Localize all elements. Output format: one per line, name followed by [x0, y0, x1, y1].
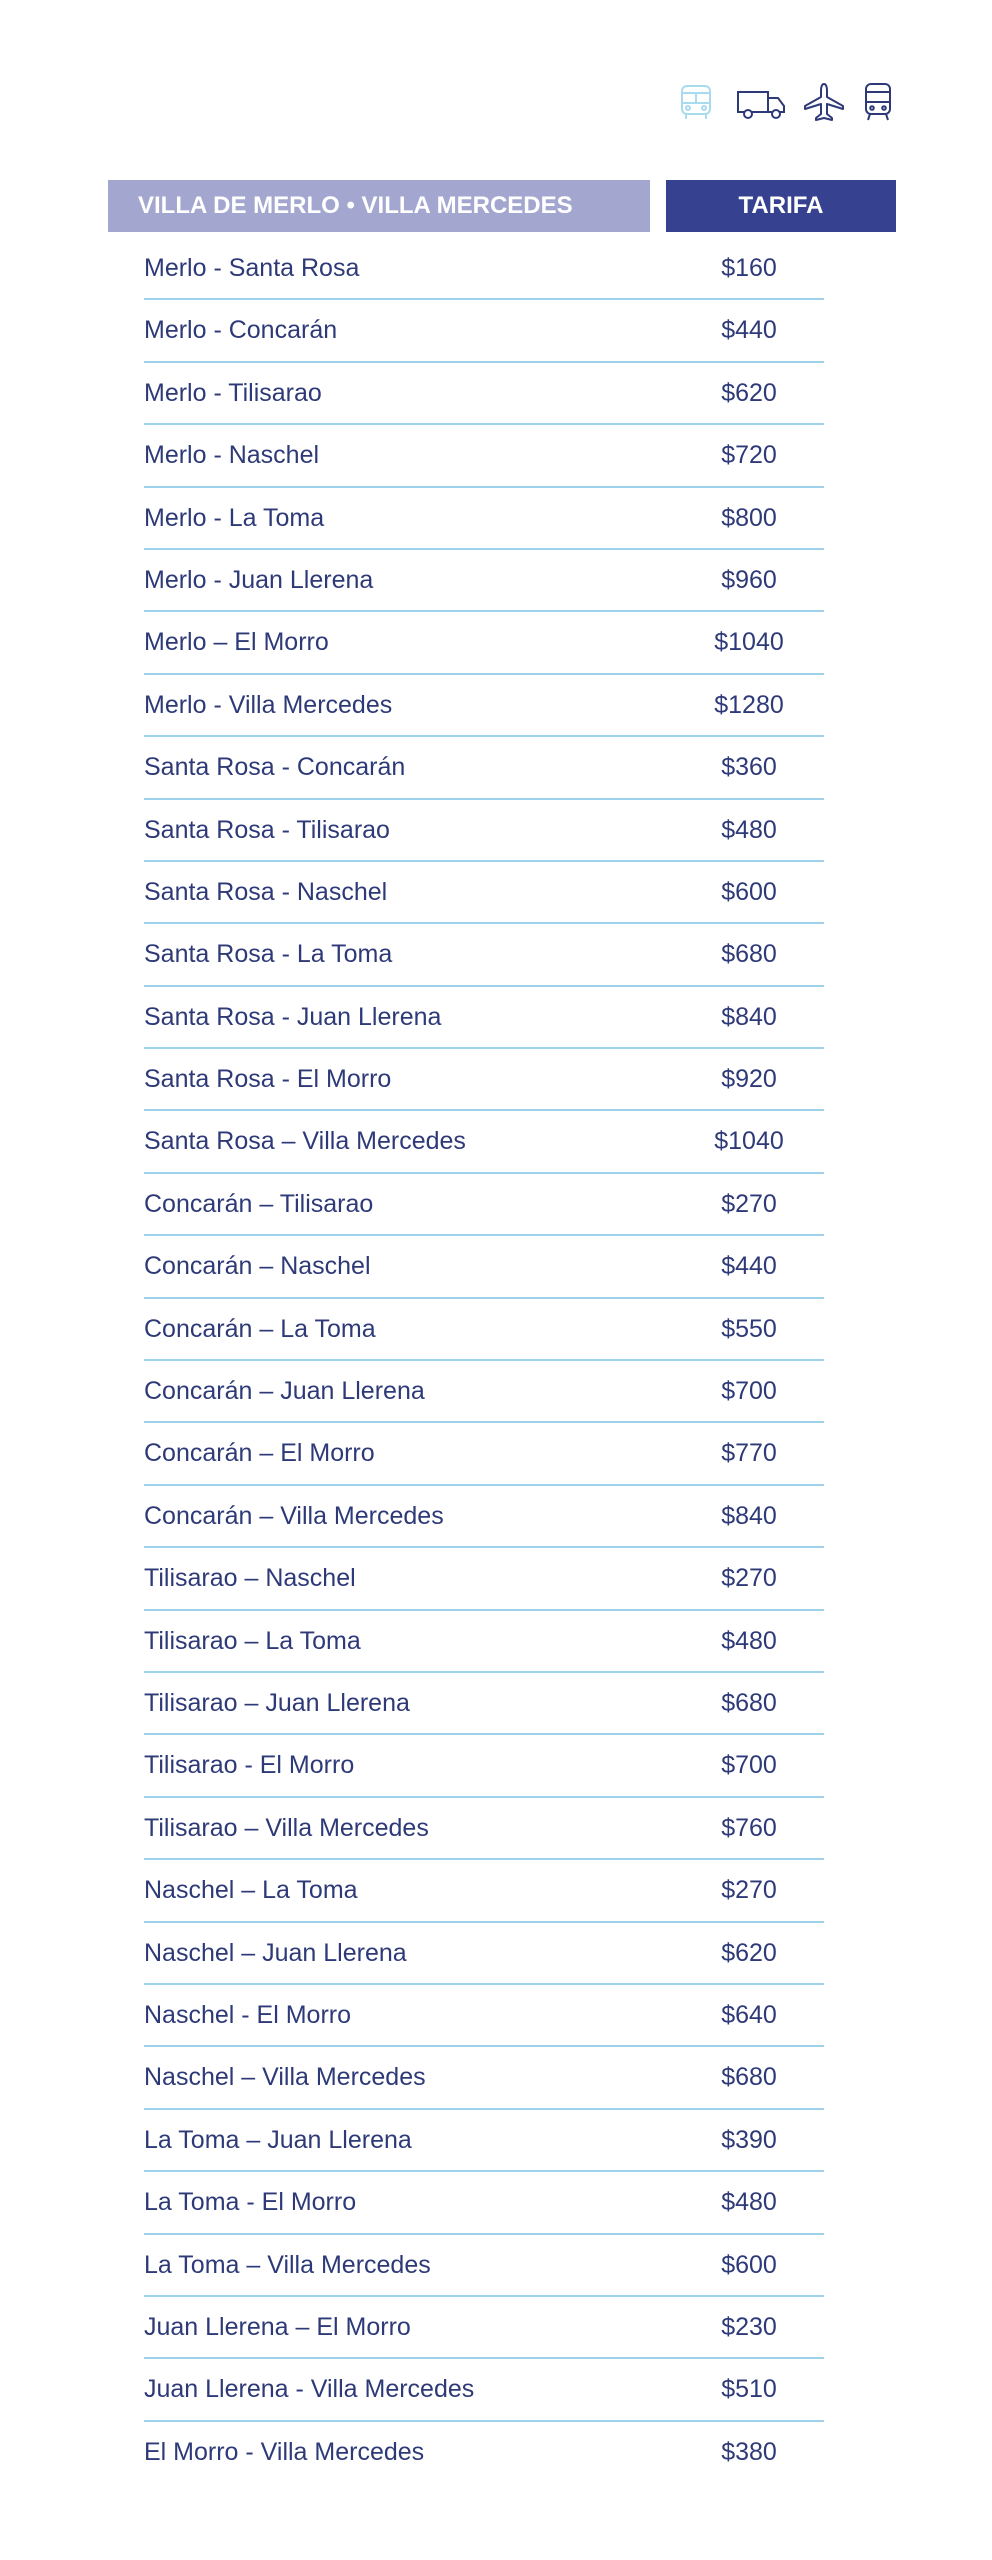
route-name: Merlo - Concarán: [144, 316, 338, 345]
route-name: Merlo - Villa Mercedes: [144, 690, 393, 719]
route-name: Juan Llerena - Villa Mercedes: [144, 2375, 475, 2404]
table-row: [144, 300, 824, 362]
fare-value: $680: [721, 940, 777, 969]
fare-value: $800: [721, 503, 777, 532]
table-row: [144, 1361, 824, 1423]
airplane-icon: [802, 82, 846, 122]
route-name: Merlo – El Morro: [144, 628, 329, 657]
fare-value: $480: [721, 1626, 777, 1655]
fare-value: $680: [721, 2063, 777, 2092]
route-name: Merlo - Juan Llerena: [144, 565, 374, 594]
route-name: Concarán – Juan Llerena: [144, 1377, 425, 1406]
fare-value: $640: [721, 2000, 777, 2029]
fare-value: $270: [721, 1564, 777, 1593]
table-row: [144, 862, 824, 924]
table-row: [144, 1486, 824, 1548]
table-row: [144, 2235, 824, 2297]
route-name: Naschel - El Morro: [144, 2000, 351, 2029]
fare-value: $550: [721, 1314, 777, 1343]
route-name: Tilisarao – Naschel: [144, 1564, 356, 1593]
route-name: Santa Rosa - Juan Llerena: [144, 1002, 442, 1031]
table-row: [144, 1611, 824, 1673]
route-name: Santa Rosa - Concarán: [144, 753, 406, 782]
fare-value: $700: [721, 1377, 777, 1406]
table-row: [144, 488, 824, 550]
table-row: [144, 675, 824, 737]
table-row: [144, 2110, 824, 2172]
table-row: [144, 1423, 824, 1485]
fare-value: $230: [721, 2312, 777, 2341]
fare-value: $1040: [714, 628, 784, 657]
route-name: Santa Rosa - Naschel: [144, 877, 388, 906]
fare-value: $160: [721, 254, 777, 282]
route-name: Santa Rosa - La Toma: [144, 940, 393, 969]
table-row: [144, 363, 824, 425]
route-name: Santa Rosa – Villa Mercedes: [144, 1127, 466, 1156]
truck-icon: [736, 82, 788, 122]
transport-icons: [676, 82, 896, 126]
route-name: Merlo - Naschel: [144, 441, 320, 470]
fare-value: $840: [721, 1501, 777, 1530]
table-row: [144, 612, 824, 674]
table-row: [144, 2297, 824, 2359]
fare-value: $480: [721, 815, 777, 844]
table-row: [144, 1860, 824, 1922]
route-name: Concarán – Tilisarao: [144, 1189, 374, 1218]
bus-icon: [676, 82, 716, 122]
route-name: Merlo - La Toma: [144, 503, 325, 532]
table-row: [144, 1174, 824, 1236]
route-name: Tilisarao – Juan Llerena: [144, 1688, 410, 1717]
route-name: Concarán – La Toma: [144, 1314, 376, 1343]
table-row: [144, 737, 824, 799]
route-name: Tilisarao – Villa Mercedes: [144, 1813, 429, 1842]
fare-value: $680: [721, 1688, 777, 1717]
fare-value: $480: [721, 2188, 777, 2217]
fare-value: $270: [721, 1876, 777, 1905]
table-row: [144, 1111, 824, 1173]
fare-value: $760: [721, 1813, 777, 1842]
table-row: [144, 2359, 824, 2421]
route-name: Santa Rosa - Tilisarao: [144, 815, 390, 844]
table-row: [144, 1985, 824, 2047]
table-row: [144, 987, 824, 1049]
fare-value: $840: [721, 1002, 777, 1031]
fare-value: $770: [721, 1439, 777, 1468]
table-row: [144, 1236, 824, 1298]
fare-value: $510: [721, 2375, 777, 2404]
table-row: [144, 924, 824, 986]
fare-column-header: TARIFA: [666, 180, 896, 232]
fare-value: $600: [721, 877, 777, 906]
route-name: El Morro - Villa Mercedes: [144, 2437, 425, 2466]
route-name: Naschel – Juan Llerena: [144, 1938, 407, 1967]
table-row: [144, 2172, 824, 2234]
table-row: [144, 800, 824, 862]
route-name: Merlo - Santa Rosa: [144, 254, 360, 282]
fare-value: $920: [721, 1065, 777, 1094]
fare-value: $620: [721, 1938, 777, 1967]
fare-value: $1040: [714, 1127, 784, 1156]
route-name: Tilisarao - El Morro: [144, 1751, 355, 1780]
route-name: Merlo - Tilisarao: [144, 378, 322, 407]
route-name: Tilisarao – La Toma: [144, 1626, 361, 1655]
table-row: [144, 238, 824, 300]
fare-value: $360: [721, 753, 777, 782]
table-row: [144, 550, 824, 612]
route-name: Concarán – Naschel: [144, 1252, 371, 1281]
fare-value: $390: [721, 2125, 777, 2154]
route-column-header: VILLA DE MERLO • VILLA MERCEDES: [108, 180, 650, 232]
table-row: [144, 2422, 824, 2484]
route-name: Concarán – El Morro: [144, 1439, 375, 1468]
table-row: [144, 1049, 824, 1111]
route-name: La Toma – Juan Llerena: [144, 2125, 412, 2154]
route-name: Naschel – Villa Mercedes: [144, 2063, 426, 2092]
fare-value: $440: [721, 1252, 777, 1281]
table-row: [144, 1923, 824, 1985]
table-row: [144, 1673, 824, 1735]
table-row: [144, 2047, 824, 2109]
fare-value: $700: [721, 1751, 777, 1780]
table-row: [144, 1299, 824, 1361]
table-row: [144, 425, 824, 487]
fare-value: $380: [721, 2437, 777, 2466]
fare-value: $620: [721, 378, 777, 407]
route-name: Concarán – Villa Mercedes: [144, 1501, 444, 1530]
route-name: La Toma - El Morro: [144, 2188, 357, 2217]
fare-value: $1280: [714, 690, 784, 719]
table-row: [144, 1735, 824, 1797]
route-name: Juan Llerena – El Morro: [144, 2312, 411, 2341]
fare-table: [144, 238, 824, 2484]
fare-value: $720: [721, 441, 777, 470]
fare-value: $270: [721, 1189, 777, 1218]
fare-value: $960: [721, 565, 777, 594]
fare-value: $600: [721, 2250, 777, 2279]
route-name: Naschel – La Toma: [144, 1876, 358, 1905]
route-name: La Toma – Villa Mercedes: [144, 2250, 431, 2279]
fare-value: $440: [721, 316, 777, 345]
table-row: [144, 1548, 824, 1610]
train-icon: [860, 82, 896, 122]
route-name: Santa Rosa - El Morro: [144, 1065, 392, 1094]
table-row: [144, 1798, 824, 1860]
